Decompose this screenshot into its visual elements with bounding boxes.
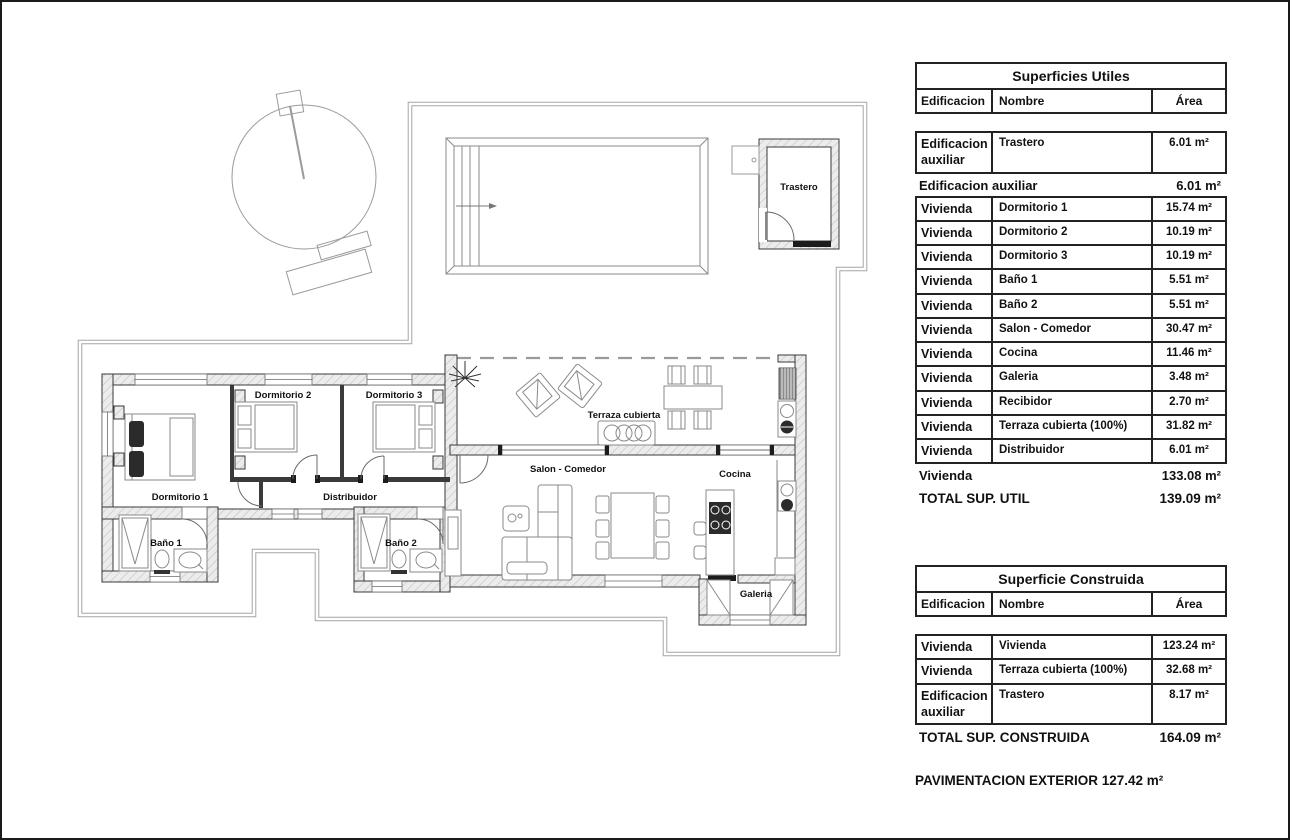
table-cell: Dormitorio 1 bbox=[993, 198, 1153, 220]
label-salon-comedor: Salon - Comedor bbox=[529, 464, 607, 475]
utiles-aux-grid bbox=[915, 131, 1227, 174]
label-galeria: Galeria bbox=[739, 589, 773, 600]
table-cell: Terraza cubierta (100%) bbox=[993, 660, 1153, 682]
table-cell: Edificacion auxiliar bbox=[917, 133, 993, 172]
total-label: TOTAL SUP. UTIL bbox=[919, 491, 1030, 507]
col-edificacion: Edificacion bbox=[917, 90, 993, 112]
label-dormitorio-1: Dormitorio 1 bbox=[151, 492, 209, 503]
terraza-furniture bbox=[449, 361, 796, 445]
table-cell: 6.01 m² bbox=[1169, 137, 1209, 149]
table-cell: 3.48 m² bbox=[1169, 371, 1209, 384]
subtotal-label: Vivienda bbox=[919, 468, 973, 484]
col-edificacion: Edificacion bbox=[917, 593, 993, 615]
construida-header bbox=[915, 565, 1227, 617]
table-cell: 15.74 m² bbox=[1165, 201, 1213, 214]
table-cell: Vivienda bbox=[993, 636, 1153, 658]
superficies-utiles-table bbox=[915, 62, 1227, 509]
construida-total-row bbox=[915, 725, 1227, 748]
table-row bbox=[917, 440, 1225, 462]
table-row bbox=[917, 133, 1225, 172]
table-cell: Distribuidor bbox=[993, 440, 1153, 462]
table-cell: Recibidor bbox=[993, 392, 1153, 414]
utiles-vivienda-grid bbox=[915, 196, 1227, 465]
label-trastero: Trastero bbox=[780, 182, 818, 193]
pavimentacion-exterior-note: PAVIMENTACION EXTERIOR 127.42 m² bbox=[915, 773, 1164, 788]
table-cell: Vivienda bbox=[917, 392, 993, 414]
label-cocina: Cocina bbox=[719, 469, 751, 480]
table-cell: Edificacion auxiliar bbox=[917, 685, 993, 724]
floor-plan-drawing bbox=[2, 2, 907, 840]
total-value: 164.09 m² bbox=[1159, 730, 1221, 745]
table-row bbox=[917, 416, 1225, 440]
table-row bbox=[917, 198, 1225, 222]
col-nombre: Nombre bbox=[993, 90, 1153, 112]
table-row bbox=[917, 222, 1225, 246]
table-row bbox=[917, 246, 1225, 270]
label-dormitorio-3: Dormitorio 3 bbox=[365, 390, 423, 401]
table-cell: 31.82 m² bbox=[1165, 419, 1213, 432]
table-cell: Salon - Comedor bbox=[993, 319, 1153, 341]
table-cell: 10.19 m² bbox=[1165, 250, 1213, 262]
table-row bbox=[917, 636, 1225, 660]
construida-grid bbox=[915, 634, 1227, 725]
col-nombre: Nombre bbox=[993, 593, 1153, 615]
table-cell: Vivienda bbox=[917, 295, 993, 317]
subtotal-value: 133.08 m² bbox=[1161, 468, 1221, 484]
table-cell: 11.46 m² bbox=[1166, 347, 1212, 359]
subtotal-label: Edificacion auxiliar bbox=[919, 177, 1038, 193]
table-cell: Vivienda bbox=[917, 660, 993, 682]
table-cell: 8.17 m² bbox=[1169, 688, 1209, 701]
table-row bbox=[917, 367, 1225, 391]
bbq-grill bbox=[779, 368, 796, 399]
table-cell: 123.24 m² bbox=[1162, 640, 1216, 652]
total-value: 139.09 m² bbox=[1159, 491, 1221, 507]
table-cell: Dormitorio 2 bbox=[993, 222, 1153, 244]
table-cell: Vivienda bbox=[917, 198, 993, 220]
col-area: Área bbox=[1175, 597, 1203, 611]
label-distribuidor: Distribuidor bbox=[323, 492, 377, 503]
total-label: TOTAL SUP. CONSTRUIDA bbox=[919, 730, 1090, 745]
table-cell: Baño 2 bbox=[993, 295, 1153, 317]
superficie-construida-table bbox=[915, 565, 1227, 748]
bed-dormitorio-3 bbox=[373, 402, 435, 452]
table-cell: 5.51 m² bbox=[1169, 274, 1209, 287]
table-cell: Vivienda bbox=[917, 270, 993, 292]
label-bano-1: Baño 1 bbox=[150, 538, 182, 549]
subtotal-value: 6.01 m² bbox=[1176, 177, 1221, 193]
utiles-aux-subtotal bbox=[915, 174, 1227, 196]
trastero-meter-box bbox=[732, 146, 759, 174]
table-cell: Vivienda bbox=[917, 343, 993, 365]
utiles-vivienda-subtotal bbox=[915, 464, 1227, 486]
table-cell: Baño 1 bbox=[993, 270, 1153, 292]
trastero-building bbox=[732, 139, 839, 249]
outdoor-sink bbox=[778, 401, 796, 437]
table-cell: Trastero bbox=[993, 685, 1153, 724]
table-row bbox=[917, 270, 1225, 294]
table-cell: Cocina bbox=[993, 343, 1153, 365]
label-dormitorio-2: Dormitorio 2 bbox=[254, 390, 312, 401]
table-row bbox=[917, 319, 1225, 343]
table-row bbox=[917, 392, 1225, 416]
table-cell: 5.51 m² bbox=[1169, 298, 1209, 311]
table-row bbox=[917, 685, 1225, 724]
col-area: Área bbox=[1175, 94, 1203, 108]
table-cell: 2.70 m² bbox=[1169, 395, 1209, 408]
table-cell: Vivienda bbox=[917, 367, 993, 389]
table-cell: Vivienda bbox=[917, 416, 993, 438]
table-cell: Trastero bbox=[993, 133, 1153, 172]
table-cell: 30.47 m² bbox=[1165, 322, 1213, 335]
bed-dormitorio-1 bbox=[125, 414, 195, 480]
table-cell: Vivienda bbox=[917, 222, 993, 244]
table-row bbox=[917, 660, 1225, 684]
table-cell: Vivienda bbox=[917, 440, 993, 462]
table-row bbox=[917, 295, 1225, 319]
table-cell: Terraza cubierta (100%) bbox=[993, 416, 1153, 438]
label-terraza-cubierta: Terraza cubierta bbox=[587, 410, 661, 421]
table-cell: 10.19 m² bbox=[1165, 225, 1213, 238]
table-cell: 32.68 m² bbox=[1165, 664, 1213, 677]
tree bbox=[232, 90, 376, 295]
construida-title: Superficie Construida bbox=[917, 567, 1225, 593]
pool bbox=[446, 138, 708, 274]
utiles-total-row bbox=[915, 486, 1227, 509]
bed-dormitorio-2 bbox=[235, 402, 297, 452]
table-cell: Galeria bbox=[993, 367, 1153, 389]
utiles-title: Superficies Utiles bbox=[917, 64, 1225, 90]
table-cell: Vivienda bbox=[917, 319, 993, 341]
table-cell: Vivienda bbox=[917, 246, 993, 268]
label-bano-2: Baño 2 bbox=[385, 538, 417, 549]
table-cell: 6.01 m² bbox=[1169, 444, 1209, 456]
utiles-header bbox=[915, 62, 1227, 114]
salon-furniture bbox=[445, 485, 669, 580]
table-cell: Dormitorio 3 bbox=[993, 246, 1153, 268]
table-row bbox=[917, 343, 1225, 367]
table-cell: Vivienda bbox=[917, 636, 993, 658]
